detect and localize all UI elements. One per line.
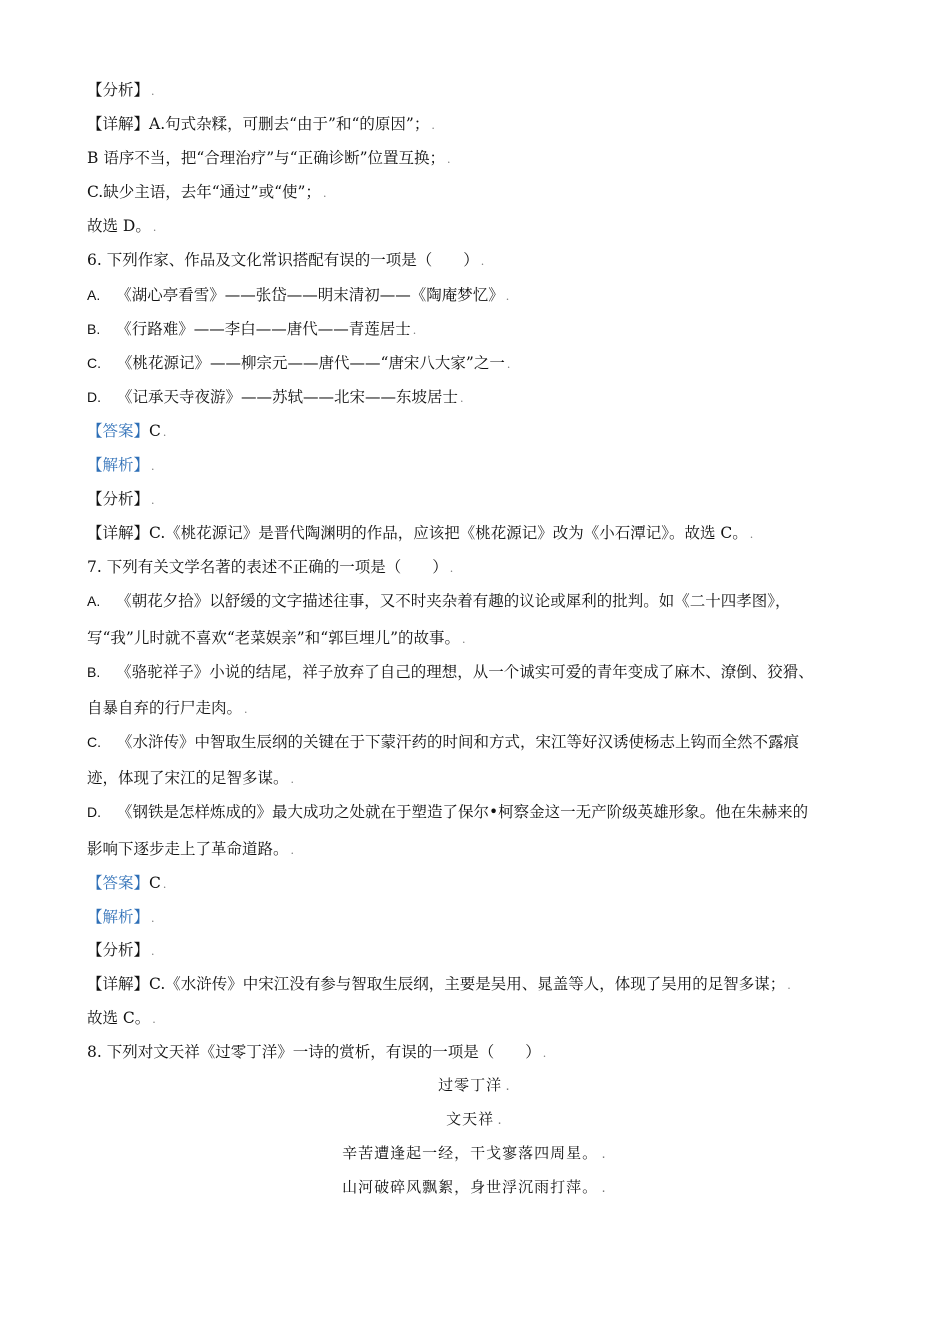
poem-title: 过零丁洋 .	[438, 1076, 512, 1094]
q5-detail: 【详解】A.句式杂糅，可删去“由于”和“的原因”； .	[87, 115, 435, 133]
q8-stem: 8. 下列对文天祥《过零丁洋》一诗的赏析，有误的一项是（ ） .	[87, 1043, 547, 1061]
q6-explain: 【解析】 .	[87, 456, 155, 474]
q7-option-d-line1: D. 《钢铁是怎样炼成的》最大成功之处就在于塑造了保尔•柯察金这一无产阶级英雄形象。他在朱赫来的	[87, 803, 809, 821]
q7-option-b-line1: B. 《骆驼祥子》小说的结尾，祥子放弃了自己的理想，从一个诚实可爱的青年变成了麻木、潦倒、狡猾、	[87, 663, 814, 681]
q6-analysis: 【分析】 .	[87, 490, 155, 508]
q6-answer: 【答案】C .	[87, 422, 167, 440]
q6-detail: 【详解】C.《桃花源记》是晋代陶渊明的作品，应该把《桃花源记》改为《小石潭记》。故选 C。 .	[87, 524, 754, 542]
q7-option-a-line2: 写“我”儿时就不喜欢“老菜娱亲”和“郭巨埋儿”的故事。 .	[87, 629, 466, 647]
q5-analysis: 【分析】 .	[87, 81, 155, 99]
q6-option-c: C. 《桃花源记》——柳宗元——唐代——“唐宋八大家”之一 .	[87, 354, 511, 372]
q7-option-c-line1: C. 《水浒传》中智取生辰纲的关键在于下蒙汗药的时间和方式，宋江等好汉诱使杨志上钩而全然不露痕	[87, 733, 800, 751]
q7-explain: 【解析】 .	[87, 908, 155, 926]
q6-option-d: D. 《记承天寺夜游》——苏轼——北宋——东坡居士 .	[87, 388, 464, 406]
q7-choose: 故选 C。 .	[87, 1009, 156, 1027]
q7-analysis: 【分析】 .	[87, 941, 155, 959]
q6-stem: 6. 下列作家、作品及文化常识搭配有误的一项是（ ） .	[87, 251, 485, 269]
q5-choose: 故选 D。 .	[87, 217, 157, 235]
q7-option-d-line2: 影响下逐步走上了革命道路。 .	[87, 840, 295, 858]
q6-option-a: A. 《湖心亭看雪》——张岱——明末清初——《陶庵梦忆》 .	[87, 286, 510, 304]
q7-answer: 【答案】C .	[87, 874, 167, 892]
q7-option-b-line2: 自暴自弃的行尸走肉。 .	[87, 699, 248, 717]
q5-line-c: C.缺少主语，去年“通过”或“使”； .	[87, 183, 327, 201]
q5-line-b: B 语序不当，把“合理治疗”与“正确诊断”位置互换； .	[87, 149, 451, 167]
q7-detail: 【详解】C.《水浒传》中宋江没有参与智取生辰纲，主要是吴用、晁盖等人，体现了吴用的足智多谋； .	[87, 975, 791, 993]
q7-stem: 7. 下列有关文学名著的表述不正确的一项是（ ） .	[87, 558, 454, 576]
poem-author: 文天祥 .	[446, 1110, 504, 1128]
poem-line-2: 山河破碎风飘絮，身世浮沉雨打萍。 .	[342, 1178, 608, 1196]
q6-option-b: B. 《行路难》——李白——唐代——青莲居士 .	[87, 320, 417, 338]
q7-option-c-line2: 迹，体现了宋江的足智多谋。 .	[87, 769, 295, 787]
q7-option-a-line1: A. 《朝花夕拾》以舒缓的文字描述往事，又不时夹杂着有趣的议论或犀利的批判。如《二十四孝图》，	[87, 592, 791, 610]
poem-line-1: 辛苦遭逢起一经，干戈寥落四周星。 .	[342, 1144, 608, 1162]
